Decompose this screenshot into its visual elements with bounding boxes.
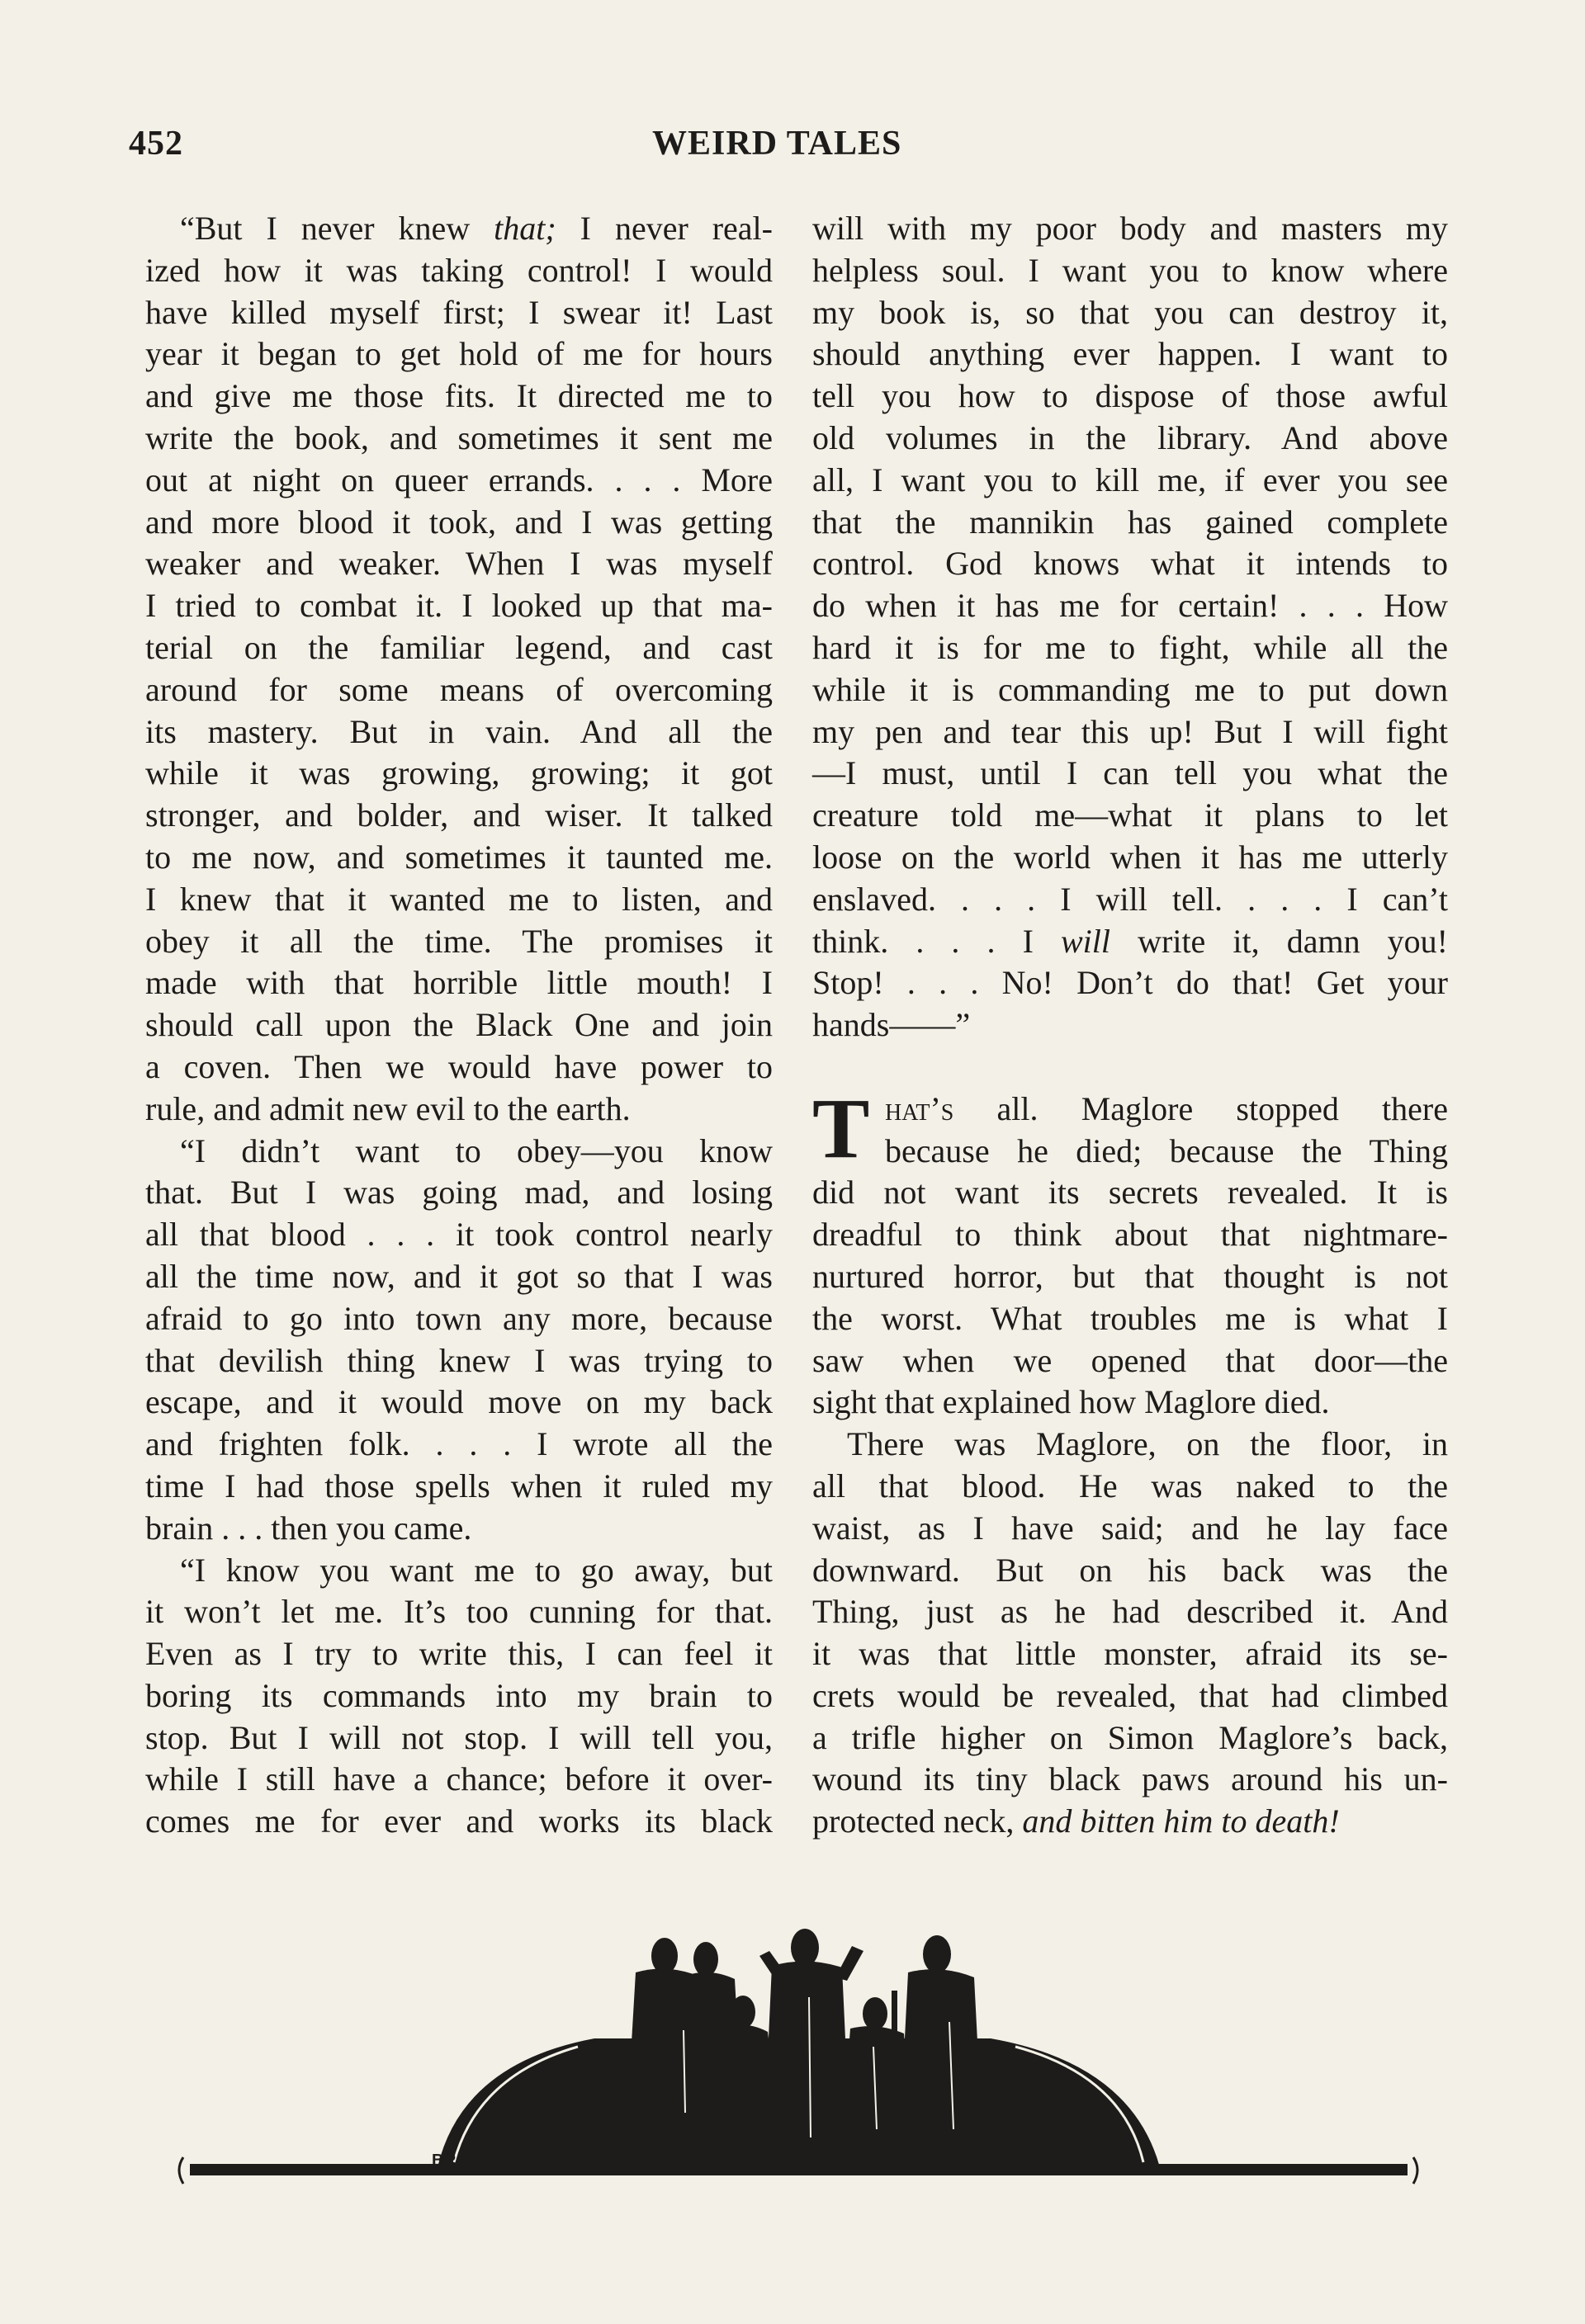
figure-head	[863, 1997, 887, 2030]
text-line: and give me those fits. It directed me to	[145, 377, 773, 415]
running-head: WEIRD TALES	[652, 125, 902, 163]
left-column	[145, 208, 773, 1843]
text-line: dreadful to think about that nightmare-	[812, 1216, 1448, 1254]
page-number: 452	[129, 125, 183, 163]
text-line: “I didn’t want to obey—you know	[180, 1131, 773, 1169]
text-line: terial on the familiar legend, and cast	[145, 628, 773, 666]
text-line: that. But I was going mad, and losing	[145, 1174, 773, 1212]
text-line: nurtured horror, but that thought is not	[812, 1257, 1448, 1295]
text-line: a coven. Then we would have power to	[145, 1047, 773, 1085]
section-gap	[812, 1046, 1448, 1089]
text-line: the worst. What troubles me is what I	[812, 1299, 1448, 1337]
text-line: all that blood. He was naked to the	[812, 1467, 1448, 1504]
text-line: it won’t let me. It’s too cunning for that.	[145, 1593, 773, 1631]
text-line: around for some means of overcoming	[145, 670, 773, 708]
text-line: enslaved. . . . I will tell. . . . I can’t	[812, 880, 1448, 918]
text-line: do when it has me for certain! . . . How	[812, 587, 1448, 625]
text-line: There was Maglore, on the floor, in	[847, 1425, 1448, 1463]
text-line: afraid to go into town any more, because	[145, 1299, 773, 1337]
text-line	[812, 921, 1448, 963]
text-line: creature told me—what it plans to let	[812, 796, 1448, 834]
text-line: should anything ever happen. I want to	[812, 335, 1448, 373]
text-segment: protected neck,	[812, 1802, 1023, 1840]
text-line: out at night on queer errands. . . . More	[145, 461, 773, 498]
text-line: time I had those spells when it ruled my	[145, 1467, 773, 1504]
text-line: while it is commanding me to put down	[812, 670, 1448, 708]
illustration-signature: BROS	[432, 2152, 481, 2170]
text-line: that devilish thing knew I was trying to	[145, 1341, 773, 1379]
text-line: that the mannikin has gained complete	[812, 503, 1448, 541]
text-line: write the book, and sometimes it sent me	[145, 418, 773, 456]
italic-emphasis: that;	[494, 210, 556, 247]
text-line: hard it is for me to fight, while all the	[812, 628, 1448, 666]
text-line: —I must, until I can tell you what the	[812, 754, 1448, 792]
figure-head	[693, 1942, 718, 1977]
right-column	[812, 208, 1448, 1843]
robed-figures	[627, 1929, 982, 2146]
text-line: control. God knows what it intends to	[812, 545, 1448, 583]
text-line: old volumes in the library. And above	[812, 418, 1448, 456]
text-line: have killed myself first; I swear it! Last	[145, 293, 773, 331]
smallcaps-word: hat’s	[885, 1089, 954, 1127]
text-line: loose on the world when it has me utterly	[812, 838, 1448, 876]
text-line: escape, and it would move on my back	[145, 1383, 773, 1421]
text-line: weaker and weaker. When I was myself	[145, 545, 773, 583]
text-line: comes me for ever and works its black	[145, 1802, 773, 1840]
text-line: brain . . . then you came.	[145, 1509, 472, 1547]
text-line: boring its commands into my brain to	[145, 1676, 773, 1714]
text-line: rule, and admit new evil to the earth.	[145, 1089, 631, 1127]
text-segment: “But I never knew	[180, 210, 494, 247]
figure-head	[731, 1996, 755, 2029]
italic-emphasis: and bitten him to death!	[1022, 1802, 1340, 1840]
text-line: should call upon the Black One and join	[145, 1006, 773, 1044]
text-line: hands——”	[812, 1006, 971, 1044]
text-line: my book is, so that you can destroy it,	[812, 293, 1448, 331]
text-line: “I know you want me to go away, but	[180, 1551, 773, 1589]
text-line	[145, 208, 773, 250]
text-line: a trifle higher on Simon Maglore’s back,	[812, 1718, 1448, 1756]
text-line: to me now, and sometimes it taunted me.	[145, 838, 773, 876]
text-line: its mastery. But in vain. And all the	[145, 712, 773, 750]
raised-arm	[835, 1946, 863, 1981]
text-line: year it began to get hold of me for hours	[145, 335, 773, 373]
text-line: tell you how to dispose of those awful	[812, 377, 1448, 415]
text-line: Even as I try to write this, I can feel it	[145, 1635, 773, 1673]
text-line: all the time now, and it got so that I was	[145, 1257, 773, 1295]
text-line: stop. But I will not stop. I will tell you,	[145, 1718, 773, 1756]
text-line: stronger, and bolder, and wiser. It talked	[145, 796, 773, 834]
text-line: Thing, just as he had described it. And	[812, 1593, 1448, 1631]
illustration-woodcut	[165, 1923, 1436, 2195]
figure-head	[791, 1929, 819, 1967]
text-segment: think. . . . I	[812, 922, 1061, 960]
text-line: while it was growing, growing; it got	[145, 754, 773, 792]
italic-emphasis: will	[1061, 922, 1111, 960]
text-line: sight that explained how Maglore died.	[812, 1383, 1330, 1421]
bracket-right	[1413, 2157, 1417, 2184]
figure-head	[651, 1938, 678, 1974]
text-line: helpless soul. I want you to know where	[812, 251, 1448, 289]
text-line: did not want its secrets revealed. It is	[812, 1174, 1448, 1212]
text-line: ized how it was taking control! I would	[145, 251, 773, 289]
text-segment: write it, damn you!	[1110, 922, 1448, 960]
text-line: and more blood it took, and I was getting	[145, 503, 773, 541]
text-segment: all. Maglore stopped there	[953, 1089, 1448, 1127]
text-line: my pen and tear this up! But I will fight	[812, 712, 1448, 750]
figure-head	[923, 1935, 951, 1973]
text-line: while I still have a chance; before it over-	[145, 1760, 773, 1798]
bracket-left	[179, 2157, 183, 2184]
text-segment: I never real-	[556, 210, 773, 247]
text-line: Stop! . . . No! Don’t do that! Get your	[812, 964, 1448, 1002]
text-line: all that blood . . . it took control nearly	[145, 1216, 773, 1254]
text-line	[812, 1801, 1448, 1843]
text-line: it was that little monster, afraid its se-	[812, 1635, 1448, 1673]
text-line: I tried to combat it. I looked up that ma-	[145, 587, 773, 625]
text-line: made with that horrible little mouth! I	[145, 964, 773, 1002]
text-line: and frighten folk. . . . I wrote all the	[145, 1425, 773, 1463]
text-line: will with my poor body and masters my	[812, 210, 1448, 247]
text-line: saw when we opened that door—the	[812, 1341, 1448, 1379]
dropcap-line: because he died; because the Thing	[885, 1131, 1448, 1169]
text-line: I knew that it wanted me to listen, and	[145, 880, 773, 918]
text-line: wound its tiny black paws around his un-	[812, 1760, 1448, 1798]
text-line: waist, as I have said; and he lay face	[812, 1509, 1448, 1547]
drop-cap: T	[812, 1080, 870, 1176]
text-line: all, I want you to kill me, if ever you see	[812, 461, 1448, 498]
staff	[892, 1991, 897, 2131]
text-line: downward. But on his back was the	[812, 1551, 1448, 1589]
text-line: crets would be revealed, that had climbed	[812, 1676, 1448, 1714]
text-line: obey it all the time. The promises it	[145, 922, 773, 960]
